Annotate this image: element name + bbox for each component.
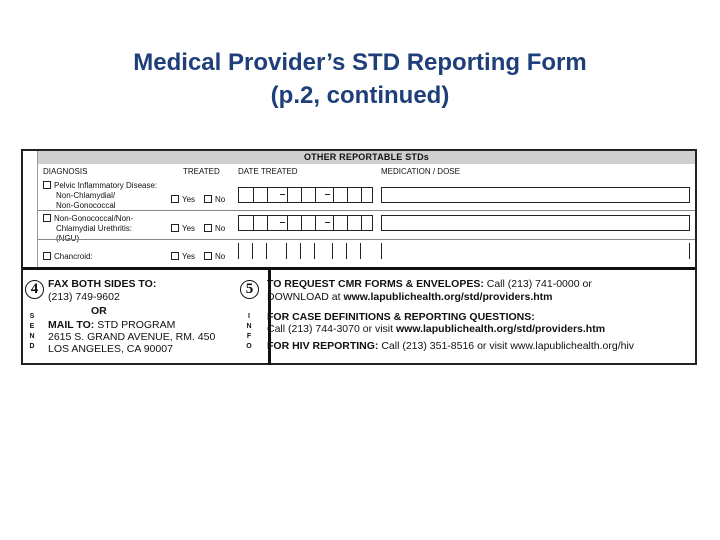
title-line-2: (p.2, continued) (270, 82, 450, 109)
left-margin-bar (23, 151, 38, 267)
info-vertical-label: I N F O (246, 313, 252, 350)
other-stds-section (23, 151, 695, 267)
diagnosis-ngu[interactable]: Non-Gonococcal/Non- Chlamydial Urethritis: (43, 214, 133, 244)
treated-no-ngu[interactable]: No (204, 224, 225, 233)
case-definitions-line: Call (213) 744-3070 or visit www.lapublichealth.org/std/providers.htm (267, 323, 606, 335)
treated-no-pid[interactable]: No (204, 195, 225, 204)
std-reporting-form (21, 149, 697, 365)
date-treated-pid[interactable] (238, 187, 373, 203)
treated-yes-pid[interactable]: Yes (171, 195, 195, 204)
treated-no-chancroid[interactable]: No (204, 252, 225, 261)
medication-ngu[interactable] (381, 215, 690, 231)
download-link[interactable]: www.lapublichealth.org/std/providers.htm (343, 291, 553, 303)
case-link[interactable]: www.lapublichealth.org/std/providers.htm (395, 323, 606, 335)
diagnosis-pid[interactable]: Pelvic Inflammatory Disease: Non-Chlamydial/ Non-Gonococcal (43, 181, 157, 211)
or-label: OR (91, 305, 107, 317)
medication-pid[interactable] (381, 187, 690, 203)
checkbox[interactable] (43, 214, 51, 222)
column-diagnosis: DIAGNOSIS (43, 167, 88, 176)
section-header: OTHER REPORTABLE STDs (38, 151, 695, 164)
checkbox[interactable] (43, 181, 51, 189)
checkbox[interactable] (43, 252, 51, 260)
download-line: DOWNLOAD at www.lapublichealth.org/std/providers.htm (267, 291, 553, 303)
hiv-reporting-line: FOR HIV REPORTING: Call (213) 351-8516 or visit www.lapublichealth.org/hiv (267, 340, 635, 352)
treated-yes-ngu[interactable]: Yes (171, 224, 195, 233)
contact-section (23, 267, 695, 365)
fax-title: FAX BOTH SIDES TO: (48, 278, 157, 290)
date-treated-chancroid[interactable] (238, 243, 698, 259)
column-date-treated: DATE TREATED (238, 167, 298, 176)
diagnosis-chancroid[interactable]: Chancroid: (43, 252, 93, 262)
date-treated-ngu[interactable] (238, 215, 373, 231)
case-definitions-title: FOR CASE DEFINITIONS & REPORTING QUESTIONS: (267, 311, 535, 323)
column-treated: TREATED (183, 167, 220, 176)
step-4-badge: 4 (25, 280, 44, 299)
title-line-1: Medical Provider’s STD Reporting Form (133, 49, 587, 76)
mail-city-line: LOS ANGELES, CA 90007 (48, 343, 173, 355)
step-5-badge: 5 (240, 280, 259, 299)
send-vertical-label: S E N D (29, 313, 35, 350)
treated-yes-chancroid[interactable]: Yes (171, 252, 195, 261)
page-title (0, 46, 720, 112)
column-medication: MEDICATION / DOSE (381, 167, 460, 176)
mail-address-line: 2615 S. GRAND AVENUE, RM. 450 (48, 331, 216, 343)
request-forms-line: TO REQUEST CMR FORMS & ENVELOPES: Call (213) 741-0000 or (267, 278, 592, 290)
mail-to: MAIL TO: STD PROGRAM (48, 319, 176, 331)
fax-number: (213) 749-9602 (48, 291, 120, 303)
